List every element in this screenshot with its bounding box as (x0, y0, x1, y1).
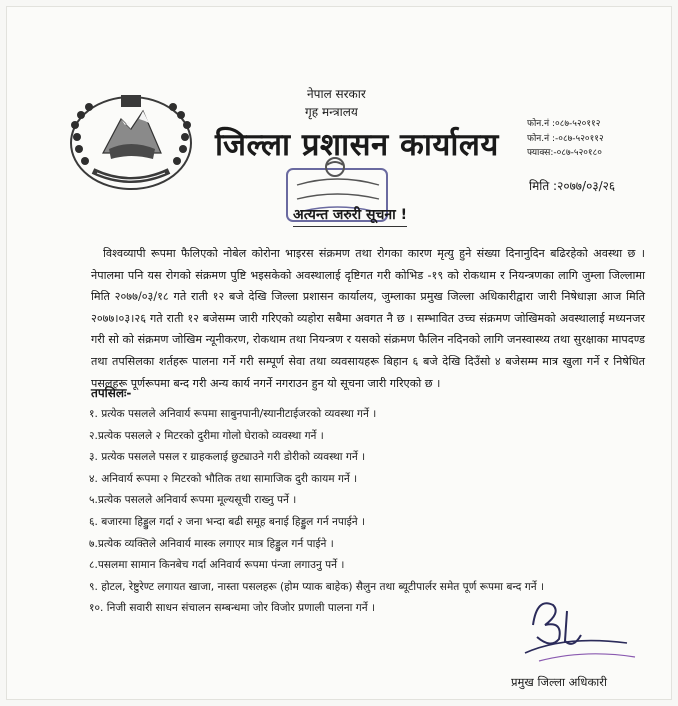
list-item: १. प्रत्येक पसलले अनिवार्य रूपमा साबुनपानी/स्यानीटाईजरको व्यवस्था गर्ने । (89, 408, 377, 420)
phone-2: फोन.नं :-०८७-५२०११२ (527, 133, 604, 144)
office-title: जिल्ला प्रशासन कार्यालय (215, 127, 499, 163)
list-item: ७.प्रत्येक व्यक्तिले अनिवार्य मास्क लगाएर मात्र हिड्डुल गर्न पाईने । (89, 537, 334, 550)
contact-info (527, 117, 604, 161)
notice-date: मिति :२०७७/०३/२६ (529, 179, 616, 193)
details-heading: तपसिलः- (91, 386, 132, 400)
list-item: ४. अनिवार्य रूपमा २ मिटरको भौतिक तथा सामाजिक दुरी कायम गर्ने । (89, 472, 358, 485)
list-item: २.प्रत्येक पसलले २ मिटरको दुरीमा गोलो घेराको व्यवस्था गर्ने । (89, 429, 324, 442)
list-item: १०. निजी सवारी साधन संचालन सम्बन्धमा जोर विजोर प्रणाली पालना गर्ने । (89, 602, 375, 615)
nepal-emblem-icon (63, 89, 199, 197)
signer-designation: प्रमुख जिल्ला अधिकारी (511, 675, 607, 689)
notice-document (6, 6, 672, 700)
title-underline (293, 226, 407, 227)
details-list (89, 404, 544, 620)
list-item: ८.पसलमा सामान किनबेच गर्दा अनिवार्य रूपमा पंन्जा लगाउनु पर्ने । (89, 559, 345, 572)
signature-icon (515, 591, 655, 681)
list-item: ६. बजारमा हिड्डुल गर्दा २ जना भन्दा बढी समूह बनाई हिड्डुल गर्न नपाईने । (89, 515, 366, 528)
notice-body: विश्वव्यापी रूपमा फैलिएको नोबेल कोरोना भाइरस संक्रमण तथा रोगका कारण मृत्यु हुने संख्या दिनानुदिन बढिरहेको अवस्था छ । नेपालमा पनि यस रोगको संक्रमण पुष्टि भइसकेको अवस्थालाई दृष्टिगत गरी कोभिड -१९ को रोकथाम र नियन्त्रणका लागि जुम्ला जिल्लामा मिति २०७७/०३/१८ गते राती १२ बजे देखि जिल्ला प्रशासन कार्यालय, जुम्लाका प्रमुख जिल्ला अधिकारीद्वारा जारी निषेधाज्ञा आज मिति २०७७।०३।२६ गते राती १२ बजेसम्म जारी गरिएको व्यहोरा सबैमा अवगत नै छ । सम्भावित उच्च संक्रमण जोखिमको अवस्थालाई मध्यनजर गरी सो को संक्रमण जोखिम न्यूनीकरण, रोकथाम तथा नियन्त्रण र यसको संक्रमण फैलिन नदिनको लागि जनस्वास्थ्य तथा सुरक्षाका मापदण्ड तथा तपसिलका शर्तहरू पालना गर्ने गरी सम्पूर्ण सेवा तथा व्यवसायहरू बिहान ६ बजे देखि दिउँसो ४ बजेसम्म मात्र खुला गर्ने र निषेधित पसलहरू पूर्णरूपमा बन्द गरी अन्य कार्य नगर्ने नगराउन हुन यो सूचना जारी गरिएको छ । (91, 247, 645, 390)
notice-title-text: अत्यन्त जरुरी सूचना ! (293, 207, 408, 223)
list-item: ५.प्रत्येक पसलले अनिवार्य रूपमा मूल्यसूची राख्नु पर्ने । (89, 494, 297, 507)
notice-title (293, 205, 407, 227)
phone-1: फोन.नं :०८७-५२०११२ (527, 119, 601, 129)
fax: फ्याक्स:-०८७-५२०१८० (527, 148, 602, 158)
ministry-name: गृह मन्त्रालय (305, 105, 358, 119)
list-item: ९. होटल, रेष्टुरेण्ट लगायत खाजा, नास्ता पसलहरू (होम प्याक बाहेक) सैलुन तथा ब्यूटीपार्लर समेत पूर्ण रूपमा बन्द गर्ने । (89, 580, 544, 593)
list-item: ३. प्रत्येक पसलले पसल र ग्राहकलाई छुट्याउने गरी डोरीको व्यवस्था गर्ने । (89, 451, 366, 464)
government-name: नेपाल सरकार (307, 87, 366, 101)
